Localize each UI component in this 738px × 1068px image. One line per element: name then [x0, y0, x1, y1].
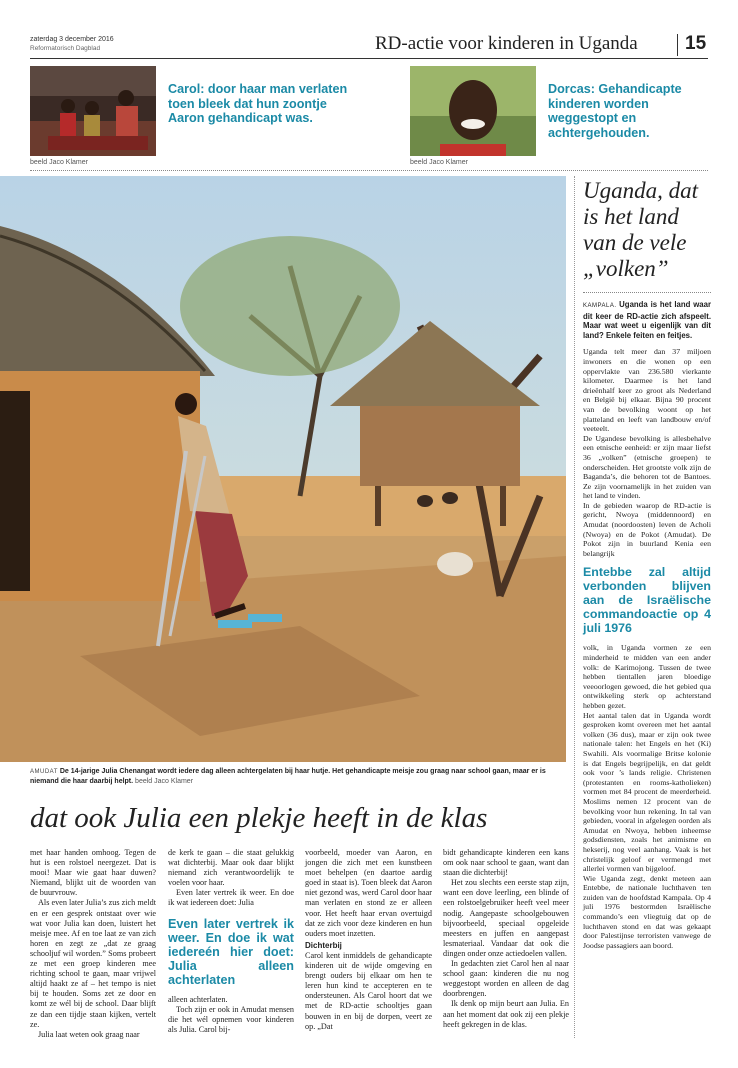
body-paragraph: alleen achterlaten.	[168, 994, 228, 1004]
body-paragraph: Carol kent inmiddels de gehandicapte kinderen uit de wijde omgeving en brengt ouders bij elkaar om hen te leren hun kind te accepteren en te ondersteunen. Als Carol hoort dat we met de RD-actie schooltjes gaan bouwen in en bij de dorpen, veert ze op. „Dat	[305, 950, 432, 1031]
body-paragraph: Toch zijn er ook in Amudat mensen die het wél opnemen voor kinderen als Julia. Carol bij-	[168, 1004, 294, 1034]
sidebar-paragraph: Wie Uganda zegt, denkt meteen aan Entebbe, de nationale luchthaven ten zuiden van de hoofdstad Kampala. Op 4 juli 1976 bestormden Israëlische commando’s een vliegtuig dat op de luchthaven stond en dat was gekaapt door Palestijnse terroristen vanwege de Joodse passagiers aan boord.	[583, 873, 711, 950]
teaser-photo-carol	[30, 66, 156, 156]
sidebar-paragraph: De Ugandese bevolking is allesbehalve een etnische eenheid: er zijn maar liefst 36 „volken” (etnische groepen) te onderscheiden. Het grootste volk zijn de Baganda’s, die behoren tot de Bantoes. Ze zijn voornamelijk in het zuiden van het land te vinden.	[583, 433, 711, 501]
body-paragraph: Als even later Julia’s zus zich meldt en er een gesprek ontstaat over wie wat voor Julia kan doen, luistert het meisje mee. Af en toe laat ze van zich horen en zegt ze „dat ze graag schooljuf wil worden.” Soms probeert ze met een groep kinderen mee richting school te gaan, maar vrijwel altijd haakt ze af – het tempo is niet bij te houden. Soms zet ze door en komt ze wél bij de school. Daar blijft ze dan een tijdje staan kijken, vertelt ze.	[30, 898, 156, 1029]
teaser-credit-dorcas: beeld Jaco Klamer	[410, 159, 468, 166]
body-paragraph: Het zou slechts een eerste stap zijn, want een dove leerling, een blinde of een rolstoelgebruiker heeft veel meer nodig. Aangepaste schoolgebouwen bijvoorbeeld, speciaal opgeleide meesters en juffen en aangepast lesmateriaal. Vandaar dat ook die dingen onder onze actiedoelen vallen.	[443, 878, 569, 958]
section-title: RD-actie voor kinderen in Uganda	[375, 33, 638, 54]
photo-caption	[30, 767, 562, 786]
page-number: 15	[685, 33, 707, 54]
body-column-3	[305, 848, 432, 1032]
body-paragraph: Ik denk op mijn beurt aan Julia. En aan het moment dat ook zij een plekje heeft gekregen in de klas.	[443, 999, 569, 1029]
photo-caption-text: De 14-jarige Julia Chenangat wordt iedere dag alleen achtergelaten bij haar hutje. Het gehandicapte meisje zou graag naar school gaan, maar er is niemand die haar daarbij helpt.	[30, 768, 546, 785]
sidebar-paragraph: Het aantal talen dat in Uganda wordt gesproken komt overeen met het aantal volken (36 dus), maar er zijn ook twee nationale talen: het Engels en het (Ki) Swahili. Als voormalige Britse kolonie is dat Engels begrijpelijk, en dat geldt ook voor ’s lands religie. Christenen (protestanten en rooms-katholieken) vormen met 84 procent de meerderheid. Moslims nemen 12 procent van de bevolking voor hun rekening. In tal van gebieden, vooral in afgelegen oorden als Amudat en Nwoya, hebben inheemse godsdiensten, zoals het animisme en hekserij, nog veel aanhang. Vaak is het christelijk geloof er vermengd met allerlei vormen van bijgeloof.	[583, 710, 711, 874]
teaser-divider	[30, 170, 708, 171]
body-paragraph: met haar handen omhoog. Tegen de hut is een rolstoel neergezet. Dat is mooi! Maar wie gaat haar duwen? Niemand, blijkt uit de woorden van de buurvrouw.	[30, 848, 156, 898]
main-headline: dat ook Julia een plekje heeft in de klas	[30, 802, 488, 834]
photo-caption-tag: AMUDAT	[30, 769, 58, 775]
body-paragraph: In gedachten ziet Carol hen al naar school gaan: kinderen die nu nog weggestopt worden en alleen de dag doorbrengen.	[443, 959, 569, 999]
sidebar-divider	[574, 176, 575, 1038]
sidebar-text	[583, 300, 711, 950]
header-paper: Reformatorisch Dagblad	[30, 45, 101, 52]
photo-caption-credit: beeld Jaco Klamer	[135, 778, 194, 785]
sidebar-intro-text: Uganda is het land waar dit keer de RD-actie zich afspeelt. Maar wat weet u eigenlijk van dit land? Enkele feiten en feitjes.	[583, 300, 711, 340]
sidebar-intro	[583, 300, 711, 340]
sidebar-paragraph: Uganda telt meer dan 37 miljoen inwoners en die wonen op een oppervlakte van 236.580 vierkante kilometer. Daarmee is het land drieënhalf keer zo groot als Nederland en België bij elkaar. Bijna 90 procent van de bevolking woont op het platteland en leeft van landbouw en/of veeteelt.	[583, 347, 711, 434]
sidebar-title: Uganda, dat is het land van de vele „volken”	[583, 178, 698, 281]
body-paragraph: voorbeeld, moeder van Aaron, en jongen die zich met een kunstbeen moet behelpen (en daartoe aardig goed in staat is). Toen bleek dat Aaron niet gezond was, werd Carol door haar man verlaten en stond ze er alleen voor. Het heeft haar ervan overtuigd dat ze zich voor deze kinderen en hun ouders moet inzetten.	[305, 848, 432, 938]
body-subheading: Dichterbij	[305, 940, 342, 950]
body-column-2	[168, 848, 294, 1035]
sidebar-pull-quote: Entebbe zal altijd verbonden blijven aan de Israëlische commandoactie op 4 juli 1976	[583, 565, 711, 636]
body-paragraph: Even later vertrek ik weer. En doe ik wat iedereen doet: Julia	[168, 888, 294, 908]
sidebar-paragraph: In de gebieden waarop de RD-actie is gericht, Nwoya (middennoord) en Amudat (noordoosten) leven de Acholi (Nwoya) en de Pokot (Amudat). De Pokot zijn in buurland Kenia een belangrijk	[583, 500, 711, 558]
header-date: zaterdag 3 december 2016	[30, 36, 114, 43]
body-paragraph: Julia laat weten ook graag naar	[38, 1029, 140, 1039]
body-paragraph: de kerk te gaan – die staat gelukkig wat dichterbij. Maar ook daar blijkt niemand zich verantwoordelijk te voelen voor haar.	[168, 848, 294, 888]
sidebar-paragraph: volk, in Uganda vormen ze een minderheid te midden van een ander volk: de Karimojong. Tussen de twee hebben tientallen jaren bloedige veeoorlogen gewoed, die het gebied qua ontwikkeling sterk op achterstand hebben gezet.	[583, 643, 711, 710]
teaser-quote-carol: Carol: door haar man verlaten toen bleek dat hun zoontje Aaron gehandicapt was.	[168, 82, 348, 125]
header-divider	[677, 34, 678, 56]
body-paragraph: bidt gehandicapte kinderen een kans om ook naar school te gaan, want dan staan die dichterbij!	[443, 848, 569, 878]
body-column-4	[443, 848, 569, 1030]
sidebar-title-rule	[583, 292, 711, 293]
sidebar-dateline: KAMPALA.	[583, 303, 617, 309]
body-column-1	[30, 848, 156, 1040]
header-rule	[30, 58, 708, 59]
teaser-quote-dorcas: Dorcas: Gehandicapte kinderen worden weggestopt en achtergehouden.	[548, 82, 682, 140]
teaser-photo-dorcas	[410, 66, 536, 156]
main-photo	[0, 176, 566, 762]
teaser-credit-carol: beeld Jaco Klamer	[30, 159, 88, 166]
body-pull-quote: Even later vertrek ik weer. En doe ik wat iedereén hier doet: Julia alleen achterlaten	[168, 916, 294, 987]
